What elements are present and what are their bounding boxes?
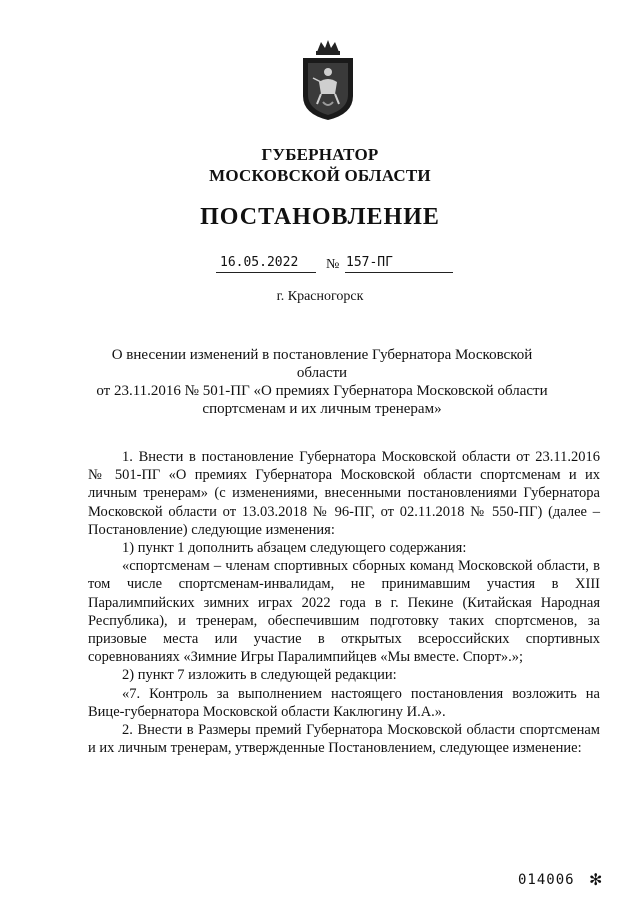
subject-line: О внесении изменений в постановление Губернатора Московской области xyxy=(111,347,533,381)
document-body xyxy=(88,448,600,757)
body-paragraph: 2) пункт 7 изложить в следующей редакции: xyxy=(122,667,397,684)
body-paragraph: 1. Внести в постановление Губернатора Московской области от 23.11.2016 № 501-ПГ «О премиях Губернатора Московской области спортсменам и их личным тренерам» (с изменениями, внесенными постановлениями Губернатора Московской области от 13.03.2018 № 96-ПГ, от 02.11.2018 № 550-ПГ) (далее – Постановление) следующие изменения: xyxy=(88,449,600,538)
document-subject xyxy=(90,346,554,418)
body-paragraph: 1) пункт 1 дополнить абзацем следующего содержания: xyxy=(122,540,467,557)
document-number: 157-ПГ xyxy=(346,255,393,270)
number-sign: № xyxy=(326,257,340,272)
subject-line: спортсменам и их личным тренерам» xyxy=(202,401,442,417)
date-underline xyxy=(216,272,316,273)
footer-asterisk-mark: ✻ xyxy=(589,872,603,889)
body-paragraph: 2. Внести в Размеры премий Губернатора Московской области спортсменам и их личным тренерам, утвержденные Постановлением, следующее изменение: xyxy=(88,722,600,757)
body-paragraph: «спортсменам – членам спортивных сборных команд Московской области, в том числе спортсменам-инвалидам, не принимавшим участия в XIII Паралимпийских зимних играх 2022 года в г. Пекине (Китайская Народная Республика), и тренерам, обеспечившим подготовку таких спортсменов, за призовые места или участие в открытых всероссийских спортивных соревнованиях «Зимние Игры Паралимпийцев «Мы вместе. Спорт».»; xyxy=(88,558,600,666)
issuer-title-line2: МОСКОВСКОЙ ОБЛАСТИ xyxy=(209,166,431,185)
subject-line: от 23.11.2016 № 501-ПГ «О премиях Губернатора Московской области xyxy=(96,383,548,399)
document-date: 16.05.2022 xyxy=(220,255,299,270)
issue-city: г. Красногорск xyxy=(276,289,364,304)
coat-of-arms-icon xyxy=(297,38,359,122)
number-underline xyxy=(345,272,453,273)
issuer-title-line1: ГУБЕРНАТОР xyxy=(261,145,379,164)
document-type-title: ПОСТАНОВЛЕНИЕ xyxy=(200,204,440,230)
body-paragraph: «7. Контроль за выполнением настоящего постановления возложить на Вице-губернатора Московской области Каклюгину И.А.». xyxy=(88,685,600,720)
date-number-line xyxy=(0,255,640,277)
form-serial-number: 014006 xyxy=(518,872,575,888)
